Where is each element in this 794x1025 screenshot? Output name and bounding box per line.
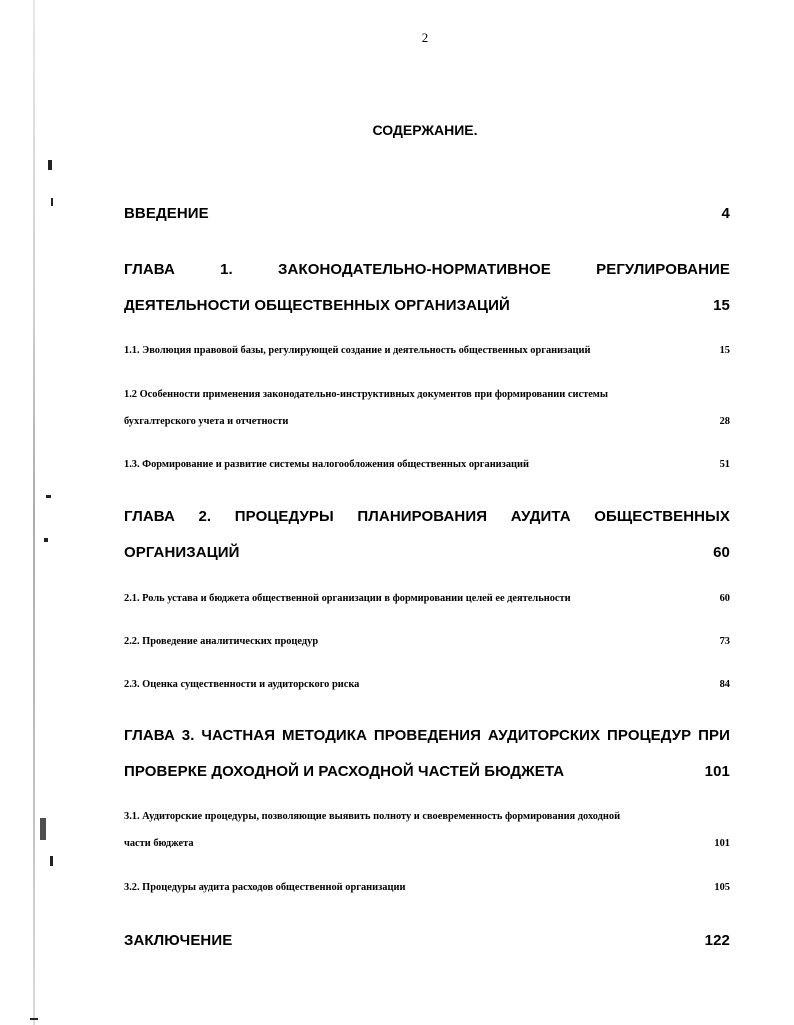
entry-title-line-2: ОРГАНИЗАЦИЙ	[124, 544, 240, 561]
entry-page: 60	[719, 593, 730, 604]
entry-title-line-2: ПРОВЕРКЕ ДОХОДНОЙ И РАСХОДНОЙ ЧАСТЕЙ БЮДЖЕТА	[124, 763, 565, 780]
scan-speck	[40, 818, 46, 840]
toc-entry-2-1[interactable]	[124, 593, 730, 604]
entry-page: 105	[714, 882, 730, 893]
toc-entry-3-1[interactable]	[124, 811, 730, 849]
entry-page: 4	[721, 205, 730, 222]
scan-edge	[33, 0, 35, 1025]
entry-title: 2.3. Оценка существенности и аудиторского риска	[124, 679, 360, 690]
scan-speck	[30, 1018, 38, 1020]
entry-page: 51	[719, 459, 730, 470]
entry-title: 1.3. Формирование и развитие системы налогообложения общественных организаций	[124, 459, 530, 470]
entry-title: 3.2. Процедуры аудита расходов общественной организации	[124, 882, 406, 893]
toc-entry-conclusion[interactable]	[124, 932, 730, 949]
scan-speck	[50, 856, 53, 866]
entry-page: 101	[714, 838, 730, 849]
entry-title-line-1: ГЛАВА 3. ЧАСТНАЯ МЕТОДИКА ПРОВЕДЕНИЯ АУДИТОРСКИХ ПРОЦЕДУР ПРИ	[124, 727, 730, 744]
toc-entry-1-2[interactable]	[124, 389, 730, 427]
scan-speck	[51, 198, 53, 206]
scan-speck	[48, 160, 52, 170]
entry-page: 15	[719, 345, 730, 356]
entry-title-line-2: бухгалтерского учета и отчетности	[124, 416, 289, 427]
scan-speck	[44, 538, 48, 542]
entry-page: 84	[719, 679, 730, 690]
entry-title: 1.1. Эволюция правовой базы, регулирующей создание и деятельность общественных организаций	[124, 345, 591, 356]
toc-entry-1-3[interactable]	[124, 459, 730, 470]
toc-entry-2-2[interactable]	[124, 636, 730, 647]
entry-title-line-1: ГЛАВА 2. ПРОЦЕДУРЫ ПЛАНИРОВАНИЯ АУДИТА ОБЩЕСТВЕННЫХ	[124, 508, 730, 525]
entry-page: 73	[719, 636, 730, 647]
toc-entry-3-2[interactable]	[124, 882, 730, 893]
toc-entry-chapter-2[interactable]	[124, 508, 730, 561]
entry-title: 2.2. Проведение аналитических процедур	[124, 636, 319, 647]
entry-title-line-1: ГЛАВА 1. ЗАКОНОДАТЕЛЬНО-НОРМАТИВНОЕ РЕГУЛИРОВАНИЕ	[124, 261, 730, 278]
entry-page: 15	[713, 297, 730, 314]
entry-page: 122	[704, 932, 730, 949]
toc-title: СОДЕРЖАНИЕ.	[372, 122, 478, 138]
entry-title: ВВЕДЕНИЕ	[124, 205, 209, 222]
entry-page: 28	[719, 416, 730, 427]
entry-title: 2.1. Роль устава и бюджета общественной организации в формировании целей ее деятельности	[124, 593, 571, 604]
toc-entry-chapter-1[interactable]	[124, 261, 730, 314]
entry-title-line-1: 3.1. Аудиторские процедуры, позволяющие выявить полноту и своевременность формирования доходной	[124, 811, 621, 822]
toc-entry-intro[interactable]	[124, 205, 730, 222]
toc-entry-2-3[interactable]	[124, 679, 730, 690]
entry-title-line-1: 1.2 Особенности применения законодательно-инструктивных документов при формировании системы	[124, 389, 608, 400]
entry-title: ЗАКЛЮЧЕНИЕ	[124, 932, 233, 949]
entry-page: 101	[704, 763, 730, 780]
toc-entry-1-1[interactable]	[124, 345, 730, 356]
toc-entry-chapter-3[interactable]	[124, 727, 730, 780]
page-number: 2	[421, 30, 429, 45]
entry-page: 60	[713, 544, 730, 561]
entry-title-line-2: части бюджета	[124, 838, 194, 849]
scan-speck	[46, 495, 51, 498]
entry-title-line-2: ДЕЯТЕЛЬНОСТИ ОБЩЕСТВЕННЫХ ОРГАНИЗАЦИЙ	[124, 297, 510, 314]
